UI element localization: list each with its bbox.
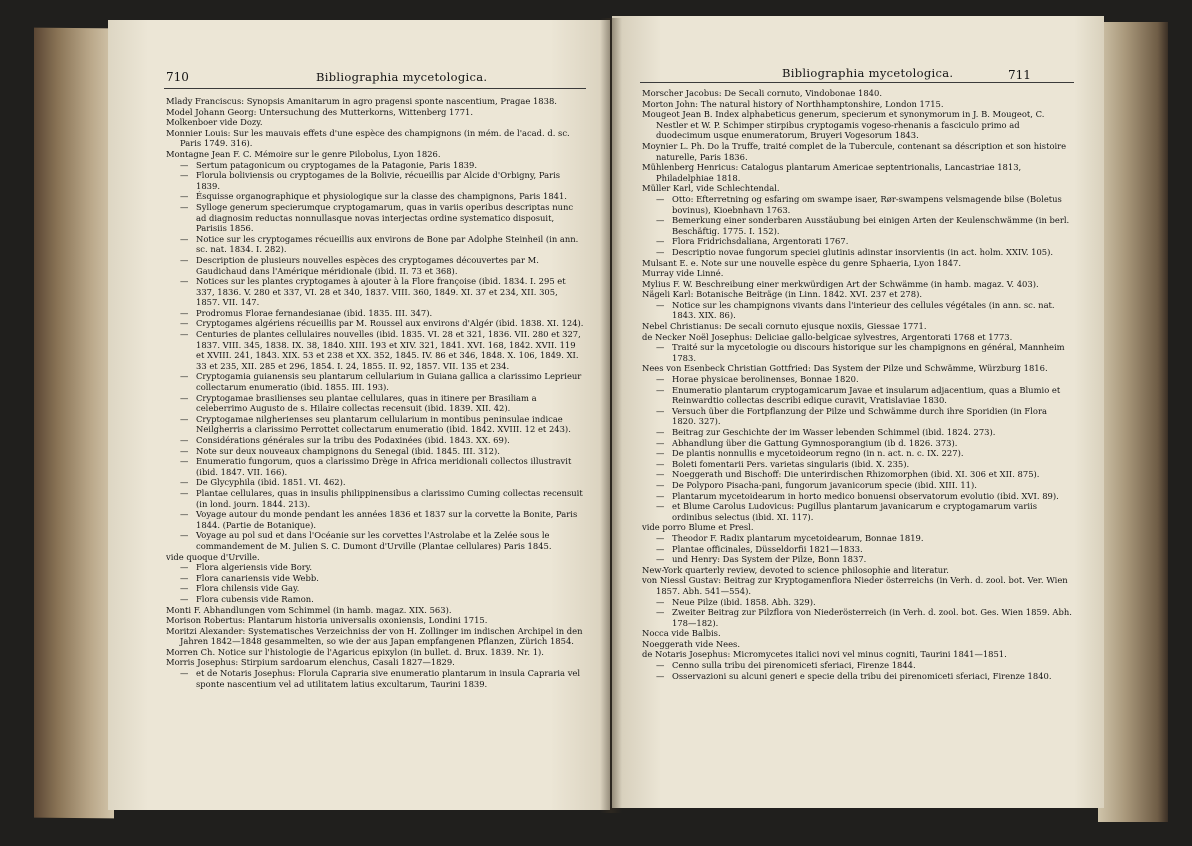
entry-text: Sertum patagonicum ou cryptogames de la Patagonie, Paris 1839. — [196, 159, 477, 170]
bibliography-entry — [642, 385, 1072, 406]
right-page — [612, 16, 1104, 808]
ditto-dash: — — [656, 554, 665, 565]
bibliography-entry — [642, 544, 1072, 555]
ditto-dash: — — [656, 660, 665, 671]
ditto-dash: — — [656, 532, 665, 543]
bibliography-entry — [642, 671, 1072, 682]
entry-text: Boleti fomentarii Pers. varietas singularis (ibid. X. 235). — [672, 458, 910, 469]
bibliography-list-left — [166, 96, 584, 689]
bibliography-entry — [166, 308, 584, 319]
ditto-dash: — — [656, 458, 665, 469]
bibliography-entry — [642, 279, 1072, 290]
entry-text: Description de plusieurs nouvelles espèces des cryptogames découvertes par M. Gaudichaud dans l'Amérique méridionale (ibid. II. 73 et 368). — [196, 254, 539, 276]
entry-text: Note sur deux nouveaux champignons du Senegal (ibid. 1845. III. 312). — [196, 445, 500, 456]
entry-text: Mougeot Jean B. Index alphabeticus generum, specierum et synonymorum in J. B. Mougeot, C. Nestler et W. P. Schimper stirpibus cryptogamis vogeso-rhenanis a fasciculo primo ad duodecimum usque enumeratorum, Bruyeri Vogesorum 1843. — [642, 109, 1045, 141]
entry-text: Bemerkung einer sonderbaren Ausstäubung bei einigen Arten der Keulenschwämme (in berl. Beschäftig. 1775. I. 152). — [672, 215, 1070, 236]
entry-text: Monnier Louis: Sur les mauvais effets d'une espèce des champignons (in mém. de l'acad. d. sc. Paris 1749. 316). — [166, 127, 570, 149]
bibliography-entry — [642, 332, 1072, 343]
entry-text: Florula boliviensis ou cryptogames de la Bolivie, récueillis par Alcide d'Orbigny, Paris 1839. — [196, 170, 561, 191]
ditto-dash: — — [180, 583, 189, 594]
entry-text: von Niessl Gustav: Beitrag zur Kryptogamenflora Nieder österreichs (in Verh. d. zool. bot. Ver. Wien 1857. Abh. 541—554). — [642, 575, 1068, 596]
bibliography-entry — [166, 668, 584, 689]
ditto-dash: — — [180, 445, 189, 456]
ditto-dash: — — [180, 329, 189, 340]
right-page-stack-edge — [1098, 22, 1168, 822]
entry-text: Murray vide Linné. — [642, 268, 724, 279]
bibliography-entry — [642, 533, 1072, 544]
entry-text: Moritzi Alexander: Systematisches Verzeichniss der von H. Zollinger im indischen Archipel in den Jahren 1842—1848 gesammelten, so wie der aus Japan empfangenen Pflanzen, Zürich 1854. — [166, 625, 583, 647]
bibliography-entry — [166, 562, 584, 573]
bibliography-entry — [166, 414, 584, 435]
ditto-dash: — — [180, 318, 189, 329]
entry-text: Nees von Esenbeck Christian Gottfried: Das System der Pilze und Schwämme, Würzburg 1816. — [642, 363, 1048, 374]
bibliography-entry — [642, 88, 1072, 99]
entry-text: Nägeli Karl: Botanische Beiträge (in Linn. 1842. XVI. 237 et 278). — [642, 289, 923, 300]
bibliography-entry — [166, 234, 584, 255]
entry-text: Mlady Franciscus: Synopsis Amanitarum in agro pragensi sponte nascentium, Pragae 1838. — [166, 96, 557, 106]
ditto-dash: — — [656, 236, 665, 247]
ditto-dash: — — [656, 342, 665, 353]
entry-text: vide porro Blume et Presl. — [642, 522, 754, 533]
bibliography-entry — [642, 565, 1072, 576]
bibliography-entry — [166, 583, 584, 594]
entry-text: De plantis nonnullis e mycetoideorum regno (in n. act. n. c. IX. 227). — [672, 448, 964, 459]
bibliography-entry — [642, 554, 1072, 565]
entry-text: Notices sur les plantes cryptogames à ajouter à la Flore françoise (ibid. 1834. I. 295 et 337, 1836. V. 280 et 337, VI. 28 et 340, 1837. VIII. 360, 1849. XI. 37 et 234, XII. 305, 1857. VII. 147. — [196, 276, 566, 308]
ditto-dash: — — [656, 405, 665, 416]
bibliography-entry — [642, 194, 1072, 215]
ditto-dash: — — [180, 562, 189, 573]
entry-text: und Henry: Das System der Pilze, Bonn 1837. — [672, 554, 867, 565]
left-page-stack-edge — [34, 28, 114, 819]
bibliography-entry — [166, 255, 584, 276]
entry-text: Flora algeriensis vide Bory. — [196, 562, 313, 573]
ditto-dash: — — [180, 530, 189, 541]
ditto-dash: — — [656, 596, 665, 607]
entry-text: Mühlenberg Henricus: Catalogus plantarum Americae septentrionalis, Lancastriae 1813, Philadelphiae 1818. — [642, 162, 1022, 183]
entry-text: Plantae officinales, Düsseldorfii 1821—1833. — [672, 543, 863, 554]
ditto-dash: — — [180, 572, 189, 583]
ditto-dash: — — [656, 490, 665, 501]
bibliography-entry — [642, 109, 1072, 141]
entry-text: Müller Karl, vide Schlechtendal. — [642, 183, 780, 194]
bibliography-entry — [166, 107, 584, 118]
bibliography-entry — [166, 435, 584, 446]
entry-text: Versuch über die Fortpflanzung der Pilze und Schwämme durch ihre Sporidien (in Flora 1820. 327). — [672, 405, 1047, 427]
entry-text: Enumeratio plantarum cryptogamicarum Javae et insularum adjacentium, quas a Blumio et Reinwardtio collectas describi edique curavit, Vratislaviae 1830. — [672, 384, 1061, 406]
bibliography-entry — [642, 247, 1072, 258]
entry-text: Theodor F. Radix plantarum mycetoidearum, Bonnae 1819. — [672, 532, 924, 543]
ditto-dash: — — [656, 193, 665, 204]
bibliography-entry — [642, 522, 1072, 533]
bibliography-entry — [166, 446, 584, 457]
bibliography-entry — [642, 491, 1072, 502]
ditto-dash: — — [180, 477, 189, 488]
bibliography-entry — [642, 448, 1072, 459]
bibliography-entry — [642, 300, 1072, 321]
entry-text: Molkenboer vide Dozy. — [166, 117, 263, 128]
ditto-dash: — — [180, 668, 189, 679]
entry-text: Neue Pilze (ibid. 1858. Abh. 329). — [672, 596, 816, 607]
entry-text: et Blume Carolus Ludovicus: Pugillus plantarum javanicarum e cryptogamarum variis ordinibus selectus (ibid. XI. 117). — [672, 501, 1038, 522]
bibliography-entry — [166, 647, 584, 658]
entry-text: Zweiter Beitrag zur Pilzflora von Niederösterreich (in Verh. d. zool. bot. Ges. Wien 1859. Abh. 178—182). — [672, 607, 1072, 628]
entry-text: Morton John: The natural history of Northhamptonshire, London 1715. — [642, 98, 944, 109]
entry-text: Cryptogamae nilgherienses seu plantarum cellularium in montibus peninsulae indicae Neilgherris a clarissimo Perrottet collectarum enumeratio (ibid. 1842. XVIII. 12 et 243). — [196, 413, 571, 435]
ditto-dash: — — [180, 413, 189, 424]
entry-text: Nocca vide Balbis. — [642, 628, 721, 639]
ditto-dash: — — [656, 384, 665, 395]
bibliography-entry — [166, 170, 584, 191]
bibliography-entry — [642, 363, 1072, 374]
entry-text: Voyage autour du monde pendant les années 1836 et 1837 sur la corvette la Bonite, Paris 1844. (Partie de Botanique). — [196, 509, 578, 530]
bibliography-entry — [166, 626, 584, 647]
entry-text: Ésquisse organographique et physiologique sur la classe des champignons, Paris 1841. — [196, 191, 567, 202]
entry-text: Beitrag zur Geschichte der im Wasser lebenden Schimmel (ibid. 1824. 273). — [672, 427, 996, 437]
entry-text: et de Notaris Josephus: Florula Capraria sive enumeratio plantarum in insula Capraria vel sponte nascentium vel ad utilitatem latius excultarum, Taurini 1839. — [196, 668, 581, 689]
bibliography-entry — [166, 605, 584, 616]
entry-text: vide quoque d'Urville. — [166, 551, 260, 562]
ditto-dash: — — [180, 435, 189, 445]
bibliography-entry — [642, 236, 1072, 247]
entry-text: De Glycyphila (ibid. 1851. VI. 462). — [196, 477, 346, 488]
ditto-dash: — — [656, 246, 665, 257]
entry-text: Noeggerath und Bischoff: Die unterirdischen Rhizomorphen (ibid. XI. 306 et XII. 875). — [672, 469, 1040, 480]
ditto-dash: — — [656, 469, 665, 480]
bibliography-entry — [166, 191, 584, 202]
bibliography-entry — [166, 329, 584, 371]
ditto-dash: — — [656, 543, 665, 554]
bibliography-list-right — [642, 88, 1072, 681]
bibliography-entry — [642, 597, 1072, 608]
entry-text: Montagne Jean F. C. Mémoire sur le genre Pilobolus, Lyon 1826. — [166, 148, 441, 159]
entry-text: Plantae cellulares, quas in insulis philippinensibus a clarissimo Cuming collectas recensuit (in lond. journ. 1844. 213). — [196, 487, 583, 509]
entry-text: Noeggerath vide Nees. — [642, 638, 741, 649]
entry-text: Notice sur les cryptogames récueillis aux environs de Bone par Adolphe Steinheil (in ann. sc. nat. 1834. I. 282). — [196, 233, 579, 255]
entry-text: Flora cubensis vide Ramon. — [196, 593, 314, 604]
ditto-dash: — — [180, 456, 189, 467]
ditto-dash: — — [656, 501, 665, 512]
bibliography-entry — [166, 149, 584, 160]
bibliography-entry — [642, 501, 1072, 522]
bibliography-entry — [166, 552, 584, 563]
bibliography-entry — [166, 128, 584, 149]
ditto-dash: — — [180, 233, 189, 244]
bibliography-entry — [166, 615, 584, 626]
entry-text: Enumeratio fungorum, quos a clarissimo Drège in Africa meridionali collectos illustravit (ibid. 1847. VII. 166). — [196, 456, 572, 477]
bibliography-entry — [642, 215, 1072, 236]
entry-text: Abhandlung über die Gattung Gymnosporangium (ib d. 1826. 373). — [672, 437, 958, 448]
entry-text: de Necker Noël Josephus: Deliciae gallo-belgicae sylvestres, Argentorati 1768 et 1773. — [642, 331, 1013, 342]
entry-text: de Notaris Josephus: Micromycetes italici novi vel minus cogniti, Taurini 1841—1851. — [642, 649, 1007, 660]
bibliography-entry — [642, 427, 1072, 438]
ditto-dash: — — [180, 392, 189, 403]
bibliography-entry — [642, 607, 1072, 628]
bibliography-entry — [166, 530, 584, 551]
ditto-dash: — — [656, 299, 665, 310]
bibliography-entry — [642, 99, 1072, 110]
entry-text: Considérations générales sur la tribu des Podaxinées (ibid. 1843. XX. 69). — [196, 435, 510, 445]
entry-text: Horae physicae berolinenses, Bonnae 1820. — [672, 374, 859, 385]
bibliography-entry — [642, 406, 1072, 427]
entry-text: De Polyporo Pisacha-pani, fungorum javanicorum specie (ibid. XIII. 11). — [672, 479, 977, 490]
bibliography-entry — [642, 289, 1072, 300]
bibliography-entry — [642, 141, 1072, 162]
ditto-dash: — — [180, 159, 189, 170]
running-head-left: Bibliographia mycetologica. — [316, 70, 488, 84]
bibliography-entry — [642, 480, 1072, 491]
bibliography-entry — [166, 276, 584, 308]
ditto-dash: — — [180, 276, 189, 287]
book-gutter — [600, 18, 622, 813]
bibliography-entry — [642, 183, 1072, 194]
ditto-dash: — — [180, 254, 189, 265]
ditto-dash: — — [656, 479, 665, 490]
bibliography-entry — [642, 374, 1072, 385]
entry-text: Centuries de plantes cellulaires nouvelles (ibid. 1835. VI. 28 et 321, 1836. VII. 280 et 327, 1837. VIII. 345, 1838. IX. 38, 1840. XIII. 193 et XIV. 321, 1841. XVI. 168, 1842. XVII. 119 et XVIII. 241, 1843. XIX. 53 et 238 et XX. 352, 1845. IV. 86 et 346, 1848. X. 106, 1849. XI. 33 et 235, XII. 285 et 296, 1854. I. 24, 1855. II. 92, 1857. VII. 135 et 234. — [196, 329, 581, 371]
entry-text: Traité sur la mycetologie ou discours historique sur les champignons en général, Mannheim 1783. — [672, 342, 1065, 363]
bibliography-entry — [166, 477, 584, 488]
page-number-left: 710 — [166, 70, 189, 84]
entry-text: Morscher Jacobus: De Secali cornuto, Vindobonae 1840. — [642, 88, 882, 98]
entry-text: Otto: Efterretning og esfaring om swampe isaer, Rør-swampens velsmagende bilse (Boletus bovinus), Kioebnhavn 1763. — [672, 193, 1062, 215]
bibliography-entry — [166, 456, 584, 477]
left-page — [108, 20, 610, 810]
entry-text: Morren Ch. Notice sur l'histologie de l'Agaricus epixylon (in bullet. d. Brux. 1839. Nr. 1). — [166, 646, 544, 657]
bibliography-entry — [642, 258, 1072, 269]
ditto-dash: — — [180, 307, 189, 318]
entry-text: Cryptogamia guianensis seu plantarum cellularium in Guiana gallica a clarissimo Leprieur collectarum enumeratio (ibid. 1855. III. 193). — [196, 371, 582, 393]
entry-text: Flora canariensis vide Webb. — [196, 572, 319, 583]
ditto-dash: — — [180, 487, 189, 498]
entry-text: Voyage au pol sud et dans l'Océanie sur les corvettes l'Astrolabe et la Zelée sous le commandement de M. Julien S. C. Dumont d'Urville (Plantae cellulares) Paris 1845. — [196, 530, 552, 551]
ditto-dash: — — [180, 371, 189, 382]
bibliography-entry — [642, 628, 1072, 639]
bibliography-entry — [642, 575, 1072, 596]
bibliography-entry — [166, 117, 584, 128]
entry-text: Cenno sulla tribu dei pirenomiceti sferiaci, Firenze 1844. — [672, 660, 916, 671]
ditto-dash: — — [180, 191, 189, 202]
entry-text: Flora Fridrichsdaliana, Argentorati 1767. — [672, 236, 849, 247]
entry-text: Morison Robertus: Plantarum historia universalis oxoniensis, Londini 1715. — [166, 615, 488, 626]
ditto-dash: — — [180, 201, 189, 212]
ditto-dash: — — [656, 427, 665, 437]
bibliography-entry — [642, 649, 1072, 660]
ditto-dash: — — [656, 670, 665, 681]
entry-text: Osservazioni su alcuni generi e specie della tribu dei pirenomiceti sferiaci, Firenze 1840. — [672, 670, 1052, 681]
bibliography-entry — [166, 594, 584, 605]
entry-text: Cryptogamae brasilienses seu plantae cellulares, quas in itinere per Brasiliam a celeberrimo Augusto de s. Hilaire collectas recensuit (ibid. 1839. XII. 42). — [196, 392, 537, 414]
running-head-right: Bibliographia mycetologica. — [782, 66, 954, 80]
ditto-dash: — — [180, 593, 189, 604]
bibliography-entry — [166, 318, 584, 329]
entry-text: New-York quarterly review, devoted to science philosophie and literatur. — [642, 564, 949, 575]
bibliography-entry — [166, 573, 584, 584]
ditto-dash: — — [656, 448, 665, 459]
ditto-dash: — — [656, 374, 665, 385]
bibliography-entry — [642, 268, 1072, 279]
bibliography-entry — [642, 459, 1072, 470]
page-number-right: 711 — [1008, 68, 1031, 82]
bibliography-entry — [166, 509, 584, 530]
bibliography-entry — [642, 660, 1072, 671]
entry-text: Descriptio novae fungorum speciei glutinis adinstar insorvientis (in act. holm. XXIV. 105). — [672, 246, 1054, 257]
ditto-dash: — — [180, 170, 189, 181]
ditto-dash: — — [656, 215, 665, 226]
entry-text: Morris Josephus: Stirpium sardoarum elenchus, Casali 1827—1829. — [166, 657, 455, 668]
entry-text: Monti F. Abhandlungen vom Schimmel (in hamb. magaz. XIX. 563). — [166, 604, 452, 615]
bibliography-entry — [642, 469, 1072, 480]
bibliography-entry — [642, 321, 1072, 332]
bibliography-entry — [166, 393, 584, 414]
ditto-dash: — — [656, 607, 665, 618]
bibliography-entry — [642, 438, 1072, 449]
bibliography-entry — [642, 342, 1072, 363]
bibliography-entry — [166, 202, 584, 234]
header-rule-right — [640, 82, 1074, 83]
entry-text: Mulsant E. e. Note sur une nouvelle espèce du genre Sphaeria, Lyon 1847. — [642, 257, 961, 268]
bibliography-entry — [642, 162, 1072, 183]
bibliography-entry — [166, 488, 584, 509]
ditto-dash: — — [180, 509, 189, 520]
entry-text: Nebel Christianus: De secali cornuto ejusque noxiis, Giessae 1771. — [642, 321, 927, 332]
entry-text: Model Johann Georg: Untersuchung des Mutterkorns, Wittenberg 1771. — [166, 106, 474, 117]
header-rule-left — [164, 88, 586, 89]
bibliography-entry — [166, 160, 584, 171]
entry-text: Prodromus Florae fernandesianae (ibid. 1835. III. 347). — [196, 307, 433, 318]
entry-text: Sylloge generum specierumque cryptogamarum, quas in variis operibus descriptas nunc ad diagnosim reductas nonnullasque novas interjectas ordine systematico disposuit, Parisiis 1856. — [196, 201, 574, 234]
entry-text: Mylius F. W. Beschreibung einer merkwürdigen Art der Schwämme (in hamb. magaz. V. 403). — [642, 278, 1039, 289]
bibliography-entry — [166, 657, 584, 668]
entry-text: Notice sur les champignons vivants dans l'interieur des cellules végétales (in ann. sc. nat. 1843. XIX. 86). — [672, 299, 1055, 321]
ditto-dash: — — [656, 437, 665, 448]
bibliography-entry — [166, 96, 584, 107]
entry-text: Moynier L. Ph. Do la Truffe, traité complet de la Tubercule, contenant sa déscription et son histoire naturelle, Paris 1836. — [642, 140, 1067, 162]
bibliography-entry — [166, 371, 584, 392]
entry-text: Cryptogames algériens récueillis par M. Roussel aux environs d'Algér (ibid. 1838. XI. 124). — [196, 318, 584, 329]
entry-text: Plantarum mycetoidearum in horto medico bonuensi observatorum evolutio (ibid. XVI. 89). — [672, 490, 1059, 501]
entry-text: Flora chilensis vide Gay. — [196, 583, 300, 594]
bibliography-entry — [642, 639, 1072, 650]
